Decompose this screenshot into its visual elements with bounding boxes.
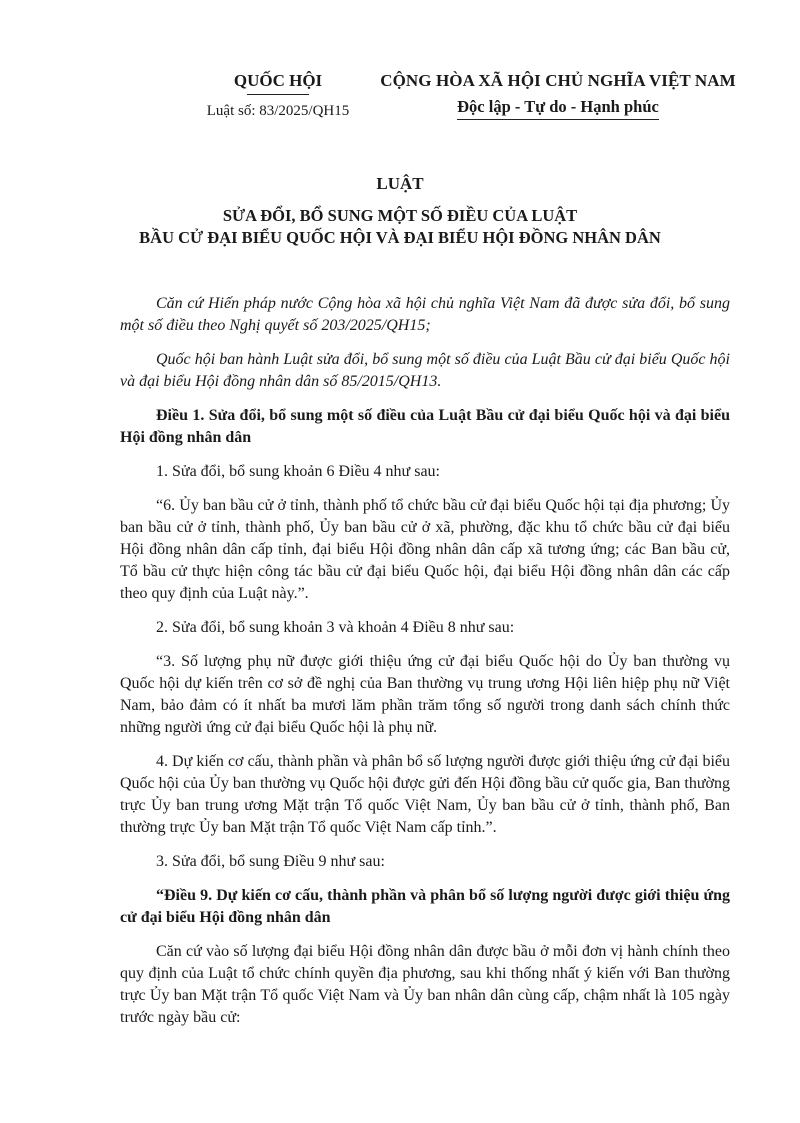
clause-2-intro: 2. Sửa đổi, bổ sung khoản 3 và khoản 4 Điều 8 như sau: <box>156 619 515 636</box>
title-line-1: LUẬT <box>376 174 424 193</box>
article-9-text: Căn cứ vào số lượng đại biểu Hội đồng nhân dân được bầu ở mỗi đơn vị hành chính theo quy định của Luật tổ chức chính quyền địa phương, sau khi thống nhất ý kiến với Ban thường trực Ủy ban Mặt trận Tổ quốc Việt Nam và Ủy ban nhân dân cùng cấp, chậm nhất là 105 ngày trước ngày bầu cử: <box>120 943 730 1026</box>
document-title <box>0 173 800 249</box>
document-body <box>120 293 730 1041</box>
article-9-heading: “Điều 9. Dự kiến cơ cấu, thành phần và phân bổ số lượng người được giới thiệu ứng cử đại biểu Hội đồng nhân dân <box>120 887 730 926</box>
preamble-enactment: Quốc hội ban hành Luật sửa đổi, bổ sung một số điều của Luật Bầu cử đại biểu Quốc hội và đại biểu Hội đồng nhân dân số 85/2015/QH13. <box>120 351 730 390</box>
law-number: Luật số: 83/2025/QH15 <box>206 103 350 119</box>
national-motto-block <box>368 70 748 120</box>
country-name: CỘNG HÒA XÃ HỘI CHỦ NGHĨA VIỆT NAM <box>380 71 736 90</box>
title-line-3: BẦU CỬ ĐẠI BIỂU QUỐC HỘI VÀ ĐẠI BIỂU HỘI ĐỒNG NHÂN DÂN <box>139 228 661 247</box>
clause-2-item-4: 4. Dự kiến cơ cấu, thành phần và phân bổ số lượng người được giới thiệu ứng cử đại biểu Quốc hội của Ủy ban thường vụ Quốc hội được gửi đến Hội đồng bầu cử quốc gia, Ban thường trực Ủy ban trung ương Mặt trận Tổ quốc Việt Nam, Ủy ban bầu cử ở tỉnh, thành phố, Ban thường trực Ủy ban Mặt trận Tổ quốc Việt Nam cấp tỉnh.”. <box>120 753 730 836</box>
clause-2-item-3: “3. Số lượng phụ nữ được giới thiệu ứng cử đại biểu Quốc hội do Ủy ban thường vụ Quốc hội dự kiến trên cơ sở đề nghị của Ban thường vụ trung ương Hội liên hiệp phụ nữ Việt Nam, bảo đảm có ít nhất ba mươi lăm phần trăm tổng số người trong danh sách chính thức những người ứng cử đại biểu Quốc hội là phụ nữ. <box>120 653 730 736</box>
clause-1-intro: 1. Sửa đổi, bổ sung khoản 6 Điều 4 như sau: <box>156 463 440 480</box>
article-1-heading: Điều 1. Sửa đổi, bổ sung một số điều của Luật Bầu cử đại biểu Quốc hội và đại biểu Hội đồng nhân dân <box>120 407 730 446</box>
clause-3-intro: 3. Sửa đổi, bổ sung Điều 9 như sau: <box>156 853 385 870</box>
document-header <box>0 70 800 130</box>
agency-underline <box>247 94 309 95</box>
issuing-agency-block <box>178 70 378 121</box>
national-motto: Độc lập - Tự do - Hạnh phúc <box>457 96 659 120</box>
preamble-constitution: Căn cứ Hiến pháp nước Cộng hòa xã hội chủ nghĩa Việt Nam đã được sửa đổi, bổ sung một số điều theo Nghị quyết số 203/2025/QH15; <box>120 295 730 334</box>
issuing-agency: QUỐC HỘI <box>233 71 323 90</box>
clause-1-text: “6. Ủy ban bầu cử ở tỉnh, thành phố tổ chức bầu cử đại biểu Quốc hội tại địa phương; Ủy ban bầu cử ở tỉnh, thành phố, Ủy ban bầu cử ở xã, phường, đặc khu tổ chức bầu cử đại biểu Hội đồng nhân dân cấp tỉnh, đại biểu Hội đồng nhân dân cấp xã tương ứng; các Ban bầu cử, Tổ bầu cử thực hiện công tác bầu cử đại biểu Quốc hội, đại biểu Hội đồng nhân dân các cấp theo quy định của Luật này.”. <box>120 497 730 602</box>
title-line-2: SỬA ĐỔI, BỔ SUNG MỘT SỐ ĐIỀU CỦA LUẬT <box>222 206 578 225</box>
